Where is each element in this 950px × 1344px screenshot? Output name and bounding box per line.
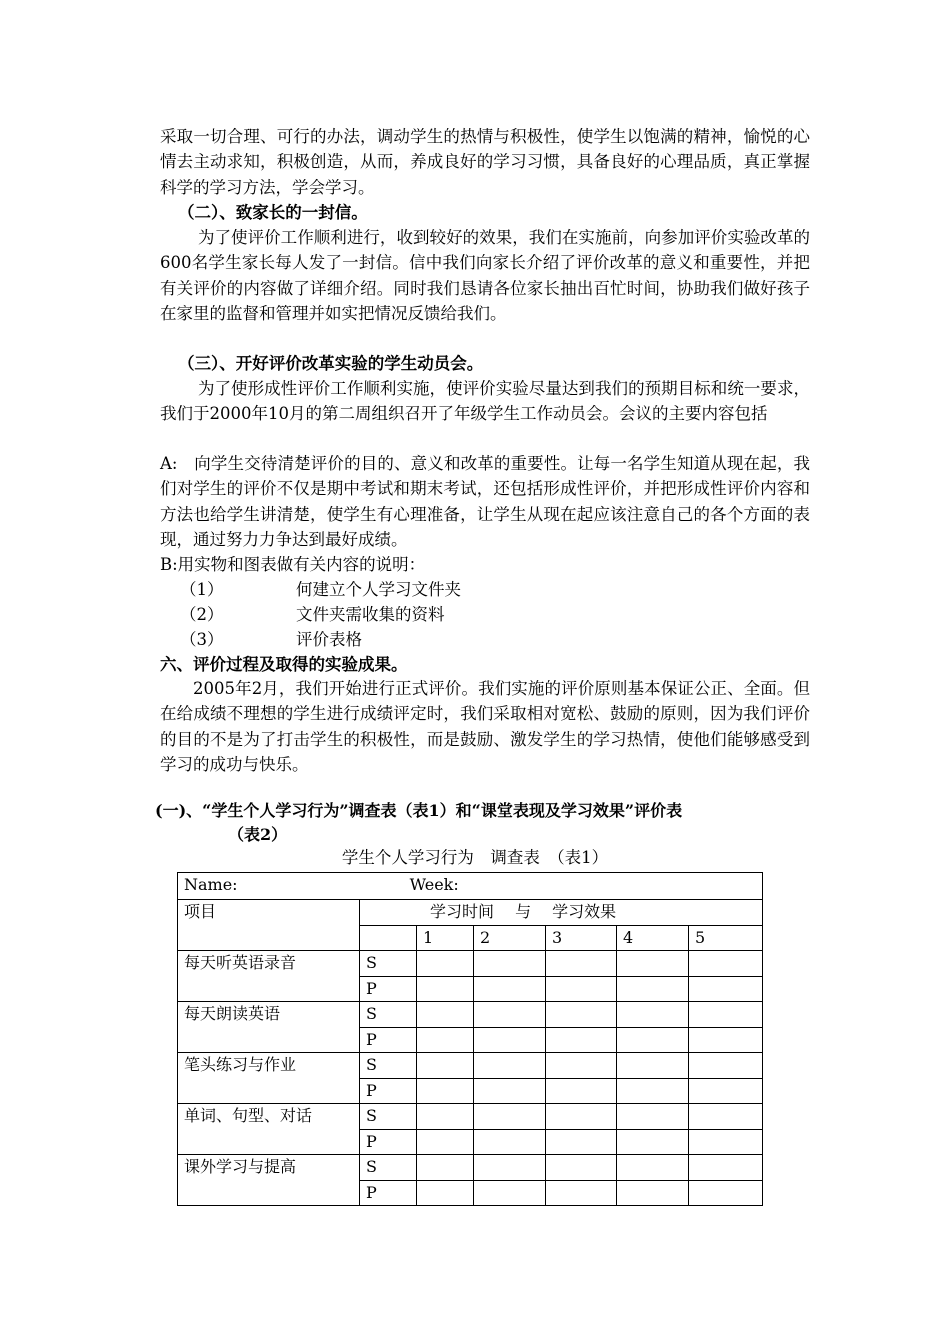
entry-cell[interactable] [417, 1129, 474, 1155]
item-cell: 每天听英语录音 [178, 951, 360, 1002]
column-header: 3 [546, 925, 617, 951]
entry-cell[interactable] [474, 1155, 546, 1181]
subsection-heading: (一)、“学生个人学习行为”调查表（表1）和“课堂表现及学习效果”评价表 [155, 801, 683, 820]
section6-heading: 六、评价过程及取得的实验成果。 [160, 655, 408, 674]
entry-cell[interactable] [417, 951, 474, 977]
entry-cell[interactable] [417, 1002, 474, 1028]
table-row [178, 1104, 763, 1130]
entry-cell[interactable] [417, 1104, 474, 1130]
table-row [178, 900, 763, 926]
entry-cell[interactable] [689, 1002, 763, 1028]
code-cell: P [360, 976, 417, 1002]
code-cell: S [360, 1053, 417, 1079]
entry-cell[interactable] [546, 1053, 617, 1079]
entry-cell[interactable] [689, 1155, 763, 1181]
code-cell: S [360, 1155, 417, 1181]
entry-cell[interactable] [617, 1027, 689, 1053]
entry-cell[interactable] [689, 1129, 763, 1155]
week-label: Week: [409, 875, 459, 894]
column-header: 2 [474, 925, 546, 951]
entry-cell[interactable] [474, 1180, 546, 1206]
code-cell: S [360, 1002, 417, 1028]
table-row [178, 1053, 763, 1079]
sub-item-text: 评价表格 [296, 630, 362, 649]
item-cell: 课外学习与提高 [178, 1155, 360, 1206]
meeting-heading: （三）、开好评价改革实验的学生动员会。 [178, 354, 484, 373]
item-b-paragraph: B:用实物和图表做有关内容的说明： [160, 555, 426, 574]
subsection-heading-continued: （表2） [228, 825, 288, 844]
name-label: Name: [184, 875, 238, 894]
sub-item-number: （3） [180, 630, 224, 649]
entry-cell[interactable] [617, 1155, 689, 1181]
meeting-paragraph: 为了使形成性评价工作顺利实施，使评价实验尽量达到我们的预期目标和统一要求，我们于2000年10月的第二周组织召开了年级学生工作动员会。会议的主要内容包括 [160, 379, 810, 424]
table-caption: 学生个人学习行为 调查表 （表1） [341, 848, 609, 867]
entry-cell[interactable] [689, 1053, 763, 1079]
code-cell: P [360, 1129, 417, 1155]
intro-paragraph: 采取一切合理、可行的办法，调动学生的热情与积极性，使学生以饱满的精神，愉悦的心情去主动求知，积极创造，从而，养成良好的学习习惯，具备良好的心理品质，真正掌握科学的学习方法，学会学习。 [160, 127, 810, 197]
section6-paragraph: 2005年2月，我们开始进行正式评价。我们实施的评价原则基本保证公正、全面。但在给成绩不理想的学生进行成绩评定时，我们采取相对宽松、鼓励的原则，因为我们评价的目的不是为了打击学生的积极性，而是鼓励、激发学生的学习热情，使他们能够感受到学习的成功与快乐。 [160, 679, 810, 774]
entry-cell[interactable] [417, 976, 474, 1002]
entry-cell[interactable] [417, 1180, 474, 1206]
entry-cell[interactable] [546, 1129, 617, 1155]
column-header: 5 [689, 925, 763, 951]
entry-cell[interactable] [546, 1180, 617, 1206]
entry-cell[interactable] [689, 1027, 763, 1053]
blank-cell [360, 925, 417, 951]
entry-cell[interactable] [617, 951, 689, 977]
entry-cell[interactable] [417, 1155, 474, 1181]
sub-item-text: 何建立个人学习文件夹 [296, 580, 461, 599]
code-cell: P [360, 1078, 417, 1104]
letter-paragraph: 为了使评价工作顺利进行，收到较好的效果，我们在实施前，向参加评价实验改革的600名学生家长每人发了一封信。信中我们向家长介绍了评价改革的意义和重要性，并把有关评价的内容做了详细介绍。同时我们恳请各位家长抽出百忙时间，协助我们做好孩子在家里的监督和管理并如实把情况反馈给我们。 [160, 228, 810, 323]
column-header: 1 [417, 925, 474, 951]
entry-cell[interactable] [417, 1078, 474, 1104]
table-row [178, 1155, 763, 1181]
entry-cell[interactable] [474, 1053, 546, 1079]
entry-cell[interactable] [689, 976, 763, 1002]
table-row [178, 873, 763, 900]
entry-cell[interactable] [689, 951, 763, 977]
code-cell: S [360, 951, 417, 977]
item-cell: 每天朗读英语 [178, 1002, 360, 1053]
item-cell: 单词、句型、对话 [178, 1104, 360, 1155]
table-row [178, 1002, 763, 1028]
entry-cell[interactable] [546, 951, 617, 977]
entry-cell[interactable] [546, 1078, 617, 1104]
entry-cell[interactable] [546, 1155, 617, 1181]
entry-cell[interactable] [689, 1104, 763, 1130]
entry-cell[interactable] [546, 1027, 617, 1053]
code-cell: P [360, 1027, 417, 1053]
entry-cell[interactable] [617, 1053, 689, 1079]
sub-item-text: 文件夹需收集的资料 [296, 605, 445, 624]
entry-cell[interactable] [474, 1129, 546, 1155]
entry-cell[interactable] [474, 976, 546, 1002]
entry-cell[interactable] [417, 1053, 474, 1079]
item-cell: 笔头练习与作业 [178, 1053, 360, 1104]
column-header: 4 [617, 925, 689, 951]
code-cell: P [360, 1180, 417, 1206]
entry-cell[interactable] [617, 1129, 689, 1155]
entry-cell[interactable] [689, 1078, 763, 1104]
entry-cell[interactable] [474, 1027, 546, 1053]
entry-cell[interactable] [689, 1180, 763, 1206]
item-header: 项目 [178, 900, 360, 951]
code-cell: S [360, 1104, 417, 1130]
entry-cell[interactable] [546, 1104, 617, 1130]
entry-cell[interactable] [474, 1104, 546, 1130]
entry-cell[interactable] [617, 1104, 689, 1130]
entry-cell[interactable] [474, 951, 546, 977]
entry-cell[interactable] [474, 1002, 546, 1028]
learning-behavior-survey-table [177, 872, 763, 1206]
entry-cell[interactable] [417, 1027, 474, 1053]
name-week-cell [178, 873, 763, 900]
entry-cell[interactable] [617, 1180, 689, 1206]
table-row [178, 951, 763, 977]
sub-item-number: （1） [180, 580, 224, 599]
letter-heading: （二）、致家长的一封信。 [178, 203, 368, 222]
entry-cell[interactable] [546, 976, 617, 1002]
item-a-paragraph: A: 向学生交待清楚评价的目的、意义和改革的重要性。让每一名学生知道从现在起，我们对学生的评价不仅是期中考试和期末考试，还包括形成性评价，并把形成性评价内容和方法也给学生讲清楚，使学生有心理准备，让学生从现在起应该注意自己的各个方面的表现，通过努力力争达到最好成绩。 [160, 454, 810, 549]
entry-cell[interactable] [617, 1002, 689, 1028]
entry-cell[interactable] [617, 1078, 689, 1104]
entry-cell[interactable] [617, 976, 689, 1002]
group-header: 学习时间 与 学习效果 [360, 900, 763, 926]
entry-cell[interactable] [546, 1002, 617, 1028]
sub-item-number: （2） [180, 605, 224, 624]
entry-cell[interactable] [474, 1078, 546, 1104]
